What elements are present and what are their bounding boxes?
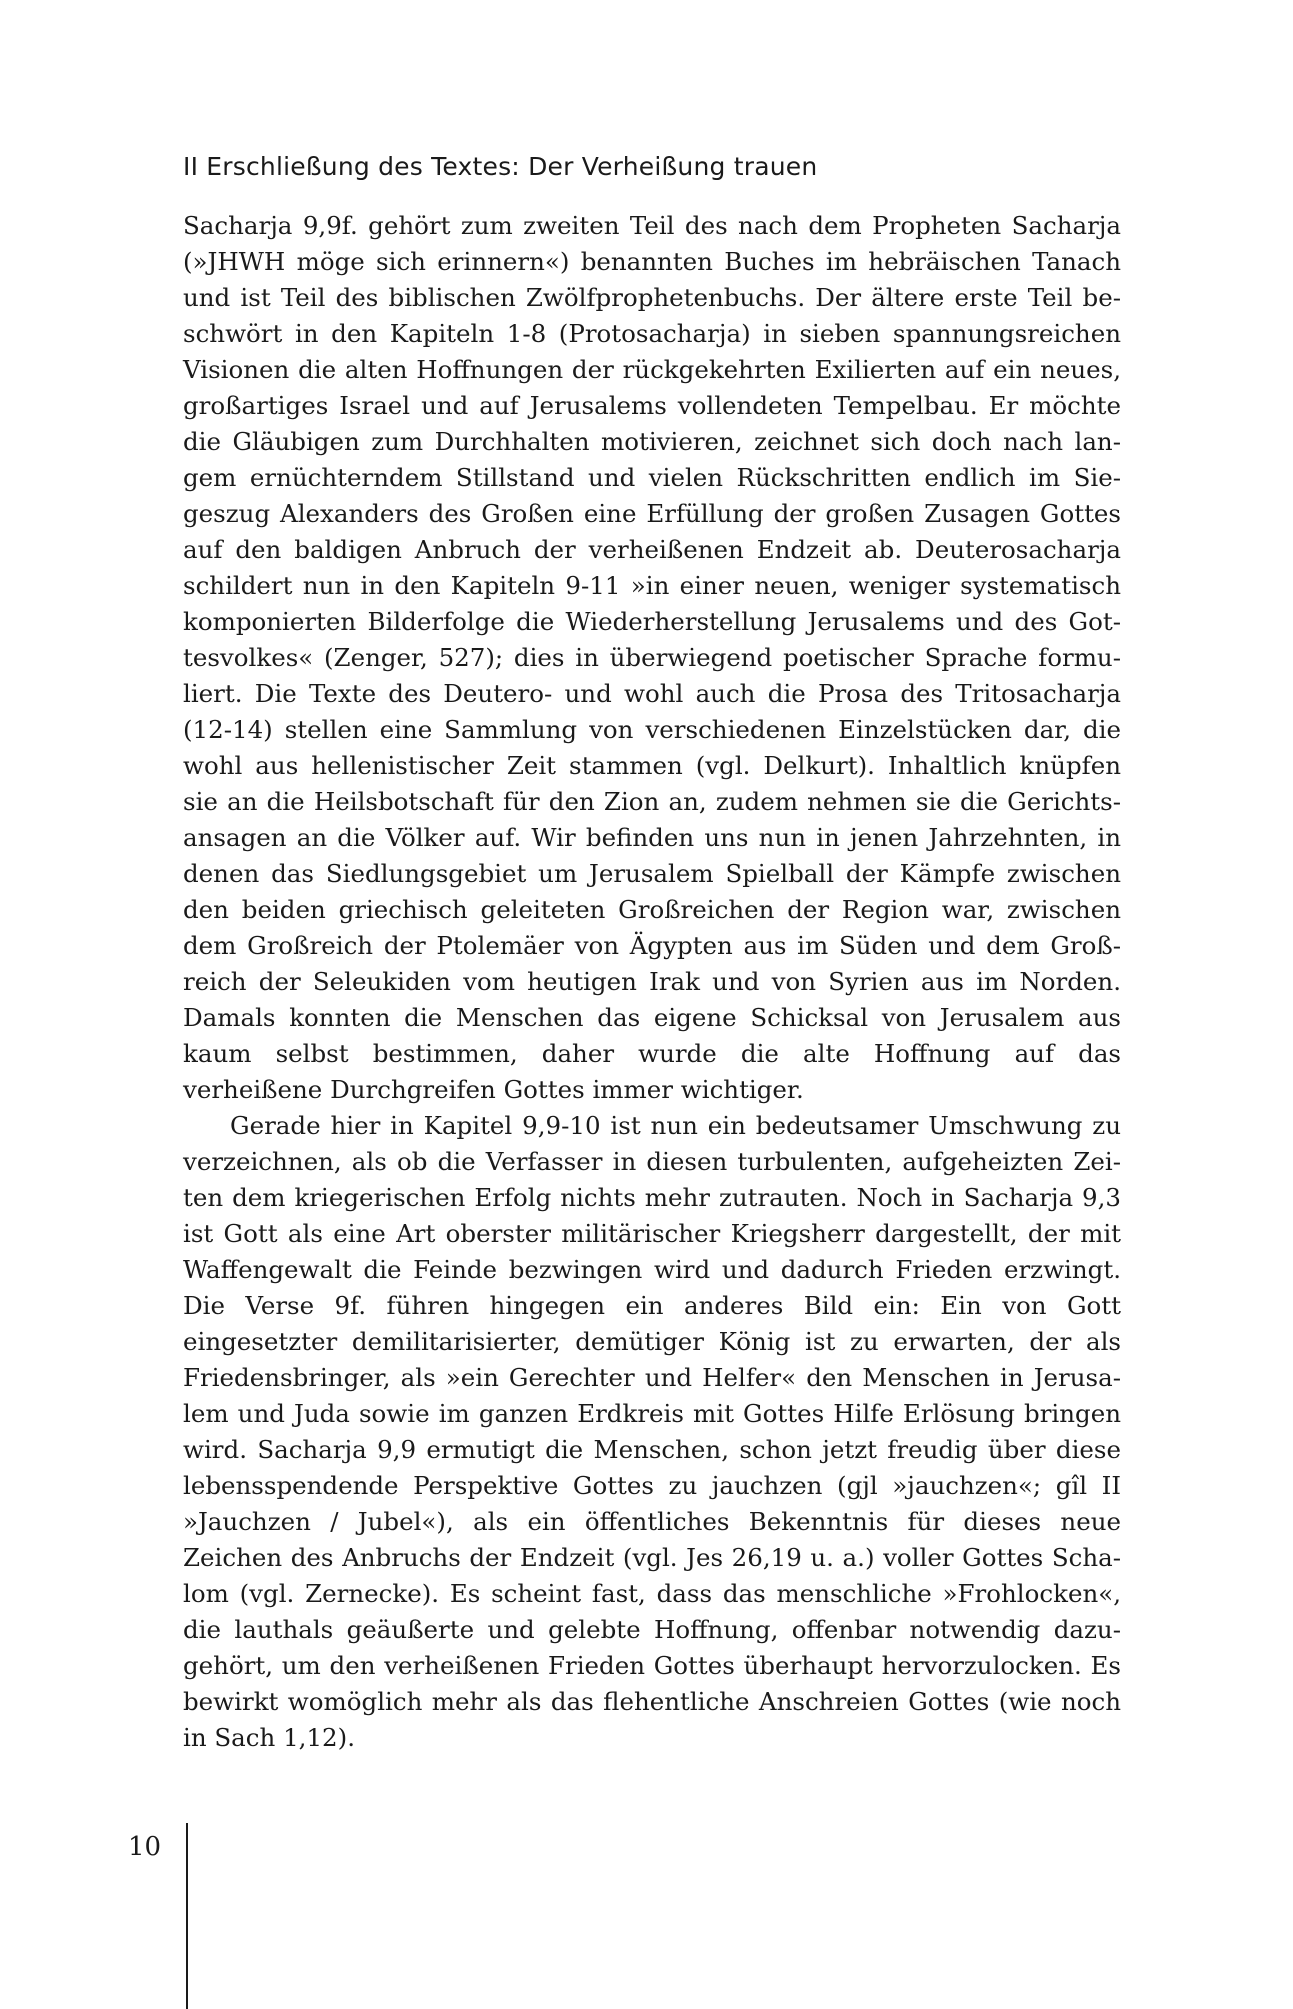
body-text xyxy=(183,208,1121,1756)
page-number: 10 xyxy=(128,1832,162,1862)
paragraph-1: Sacharja 9,9f. gehört zum zweiten Teil des nach dem Propheten Sacharja (»JHWH möge sich erinnern«) benannten Buches im hebräischen Tanach und ist Teil des biblischen Zwölfprophetenbuchs. Der ältere erste Teil beschwört in den Kapiteln 1-8 (Protosacharja) in sieben spannungsreichen Visionen die alten Hoffnungen der rückgekehrten Exilierten auf ein neues, großartiges Israel und auf Jerusalems vollendeten Tempelbau. Er möchte die Gläubigen zum Durchhalten motivieren, zeichnet sich doch nach langem ernüchterndem Stillstand und vielen Rückschritten endlich im Siegeszug Alexanders des Großen eine Erfüllung der großen Zusagen Gottes auf den baldigen Anbruch der verheißenen Endzeit ab. Deuterosacharja schildert nun in den Kapiteln 9-11 »in einer neuen, weniger systematisch komponierten Bilderfolge die Wiederherstellung Jerusalems und des Gottesvolkes« (Zenger, 527); dies in überwiegend poetischer Sprache formuliert. Die Texte des Deutero- und wohl auch die Prosa des Tritosacharja (12-14) stellen eine Sammlung von verschiedenen Einzelstücken dar, die wohl aus hellenistischer Zeit stammen (vgl. Delkurt). Inhaltlich knüpfen sie an die Heilsbotschaft für den Zion an, zudem nehmen sie die Gerichtsansagen an die Völker auf. Wir befinden uns nun in jenen Jahrzehnten, in denen das Siedlungsgebiet um Jerusalem Spielball der Kämpfe zwischen den beiden griechisch geleiteten Großreichen der Region war, zwischen dem Großreich der Ptolemäer von Ägypten aus im Süden und dem Großreich der Seleukiden vom heutigen Irak und von Syrien aus im Norden. Damals konnten die Menschen das eigene Schicksal von Jerusalem aus kaum selbst bestimmen, daher wurde die alte Hoffnung auf das verheißene Durchgreifen Gottes immer wichtiger. xyxy=(183,211,1121,1104)
running-head: II Erschließung des Textes: Der Verheißung trauen xyxy=(183,152,818,181)
margin-rule xyxy=(186,1823,188,2009)
paragraph-2: Gerade hier in Kapitel 9,9-10 ist nun ein bedeutsamer Umschwung zu verzeichnen, als ob die Verfasser in diesen turbulenten, aufgeheizten Zeiten dem kriegerischen Erfolg nichts mehr zutrauten. Noch in Sacharja 9,3 ist Gott als eine Art oberster militärischer Kriegsherr dargestellt, der mit Waffengewalt die Feinde bezwingen wird und dadurch Frieden erzwingt. Die Verse 9f. führen hingegen ein anderes Bild ein: Ein von Gott eingesetzter demilitarisierter, demütiger König ist zu erwarten, der als Friedensbringer, als »ein Gerechter und Helfer« den Menschen in Jerusalem und Juda sowie im ganzen Erdkreis mit Gottes Hilfe Erlösung bringen wird. Sacharja 9,9 ermutigt die Menschen, schon jetzt freudig über diese lebensspendende Perspektive Gottes zu jauchzen (gjl »jauchzen«; gîl II »Jauchzen / Jubel«), als ein öffentliches Bekenntnis für dieses neue Zeichen des Anbruchs der Endzeit (vgl. Jes 26,19 u. a.) voller Gottes Schalom (vgl. Zernecke). Es scheint fast, dass das menschliche »Frohlocken«, die lauthals geäußerte und gelebte Hoffnung, offenbar notwendig dazugehört, um den verheißenen Frieden Gottes überhaupt hervorzulocken. Es bewirkt womöglich mehr als das flehentliche Anschreien Gottes (wie noch in Sach 1,12). xyxy=(183,1111,1121,1752)
